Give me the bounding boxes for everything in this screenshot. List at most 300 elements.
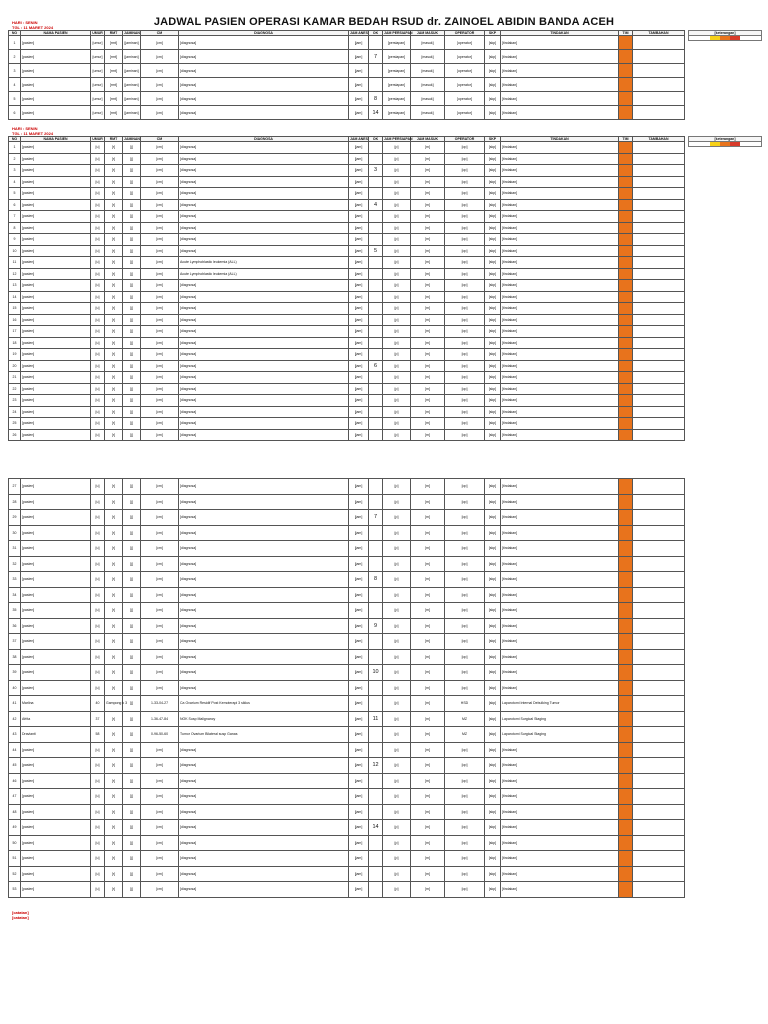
table-cell: [cm] (141, 665, 179, 681)
table-cell: [op] (445, 153, 485, 165)
table-cell: [r] (105, 211, 123, 223)
table-cell: [jaminan] (123, 50, 141, 64)
table-cell: [u] (91, 188, 105, 200)
table-cell: 5 (369, 245, 383, 257)
table-cell: [op] (445, 395, 485, 407)
table-cell: [r] (105, 291, 123, 303)
table-cell (369, 494, 383, 510)
table-cell: [tindakan] (501, 291, 619, 303)
table-cell: [rmt] (105, 92, 123, 106)
table-cell: [u] (91, 291, 105, 303)
table-row (9, 372, 685, 384)
table-cell: [p] (383, 572, 411, 588)
table-cell: [jam] (349, 383, 369, 395)
table-row (9, 50, 685, 64)
table-cell: Gampong k 3 (105, 696, 123, 712)
table-cell: [cm] (141, 429, 179, 441)
table-cell: Dravianti (21, 727, 91, 743)
team-cell (619, 406, 633, 418)
team-cell (619, 314, 633, 326)
table-cell: [m] (411, 696, 445, 712)
table-cell: [skp] (485, 649, 501, 665)
table-cell: [tindakan] (501, 280, 619, 292)
table-cell: [j] (123, 603, 141, 619)
extra-cell (633, 199, 685, 211)
column-header: JAM MASUK (411, 31, 445, 36)
table-cell: [pasien] (21, 188, 91, 200)
table-cell: [pasien] (21, 234, 91, 246)
team-cell (619, 665, 633, 681)
table-row (9, 78, 685, 92)
table-row (9, 696, 685, 712)
extra-cell (633, 835, 685, 851)
table-cell: [diagnosa] (179, 758, 349, 774)
table-cell: [p] (383, 153, 411, 165)
table-cell: [diagnosa] (179, 835, 349, 851)
table-cell: 25 (9, 418, 21, 430)
table-cell (369, 395, 383, 407)
table-cell (369, 326, 383, 338)
table-cell: 1-33-04-27 (141, 696, 179, 712)
table-cell: [r] (105, 711, 123, 727)
table-cell: [diagnosa] (179, 541, 349, 557)
table-cell: 33 (9, 572, 21, 588)
table-cell: [p] (383, 665, 411, 681)
table-cell: [diagnosa] (179, 303, 349, 315)
table-cell: [u] (91, 773, 105, 789)
table-cell: 29 (9, 510, 21, 526)
table-cell: [tindakan] (501, 525, 619, 541)
team-cell (619, 804, 633, 820)
table-cell: [tindakan] (501, 257, 619, 269)
table-cell: [j] (123, 510, 141, 526)
table-cell: [cm] (141, 188, 179, 200)
table-cell: [r] (105, 572, 123, 588)
team-cell (619, 153, 633, 165)
table-cell: 24 (9, 406, 21, 418)
table-cell: [jam] (349, 360, 369, 372)
table-cell: [r] (105, 494, 123, 510)
table-cell: 8 (369, 572, 383, 588)
extra-cell (633, 882, 685, 898)
table-cell: [u] (91, 372, 105, 384)
table-cell: [r] (105, 727, 123, 743)
table-cell: [m] (411, 314, 445, 326)
table-cell: [cm] (141, 820, 179, 836)
table-cell: [r] (105, 337, 123, 349)
column-header: CM (141, 31, 179, 36)
column-header: NO (9, 137, 21, 142)
table-cell: 4 (369, 199, 383, 211)
extra-cell (633, 78, 685, 92)
meta-line: HARI : SENIN (12, 20, 38, 25)
table-row (9, 234, 685, 246)
table-cell: [r] (105, 835, 123, 851)
table-cell: [m] (411, 773, 445, 789)
table-cell: [op] (445, 383, 485, 395)
team-cell (619, 556, 633, 572)
table-row (9, 245, 685, 257)
column-header: TIM (619, 137, 633, 142)
table-cell: [r] (105, 360, 123, 372)
table-cell: [skp] (485, 257, 501, 269)
table-cell: [cm] (141, 479, 179, 495)
table-cell: [cm] (141, 153, 179, 165)
table-cell: [tindakan] (501, 866, 619, 882)
table-cell: [jam] (349, 649, 369, 665)
table-cell (369, 349, 383, 361)
table-cell: 9 (369, 618, 383, 634)
table-cell: [m] (411, 418, 445, 430)
team-cell (619, 395, 633, 407)
table-cell: [op] (445, 603, 485, 619)
table-cell: [operator] (445, 64, 485, 78)
table-cell: [pasien] (21, 510, 91, 526)
extra-cell (633, 665, 685, 681)
table-cell: [p] (383, 429, 411, 441)
table-cell: [pasien] (21, 372, 91, 384)
table-cell: [pasien] (21, 680, 91, 696)
table-cell: [jam] (349, 742, 369, 758)
extra-cell (633, 804, 685, 820)
table-cell (369, 280, 383, 292)
table-cell: [cm] (141, 234, 179, 246)
table-cell: 50 (9, 835, 21, 851)
table-cell: [diagnosa] (179, 245, 349, 257)
table-cell: [tindakan] (501, 758, 619, 774)
extra-cell (633, 142, 685, 154)
team-cell (619, 820, 633, 836)
table-cell: [cm] (141, 882, 179, 898)
extra-cell (633, 820, 685, 836)
column-header: NAMA PASIEN (21, 31, 91, 36)
table-row (9, 142, 685, 154)
table-cell: [pasien] (21, 758, 91, 774)
table-cell: [m] (411, 835, 445, 851)
table-cell: [diagnosa] (179, 742, 349, 758)
table-cell: [u] (91, 268, 105, 280)
extra-cell (633, 222, 685, 234)
table-cell: [u] (91, 395, 105, 407)
table-cell (369, 142, 383, 154)
table-cell: [r] (105, 649, 123, 665)
extra-cell (633, 92, 685, 106)
table-cell: [skp] (485, 92, 501, 106)
side-table-1 (688, 30, 762, 41)
table-cell: [tindakan] (501, 268, 619, 280)
table-cell: [op] (445, 510, 485, 526)
table-cell: [u] (91, 510, 105, 526)
column-header: TINDAKAN (501, 31, 619, 36)
table-cell: [pasien] (21, 789, 91, 805)
table-row (9, 804, 685, 820)
table-cell: [jam] (349, 337, 369, 349)
table-cell: [u] (91, 303, 105, 315)
table-cell: [m] (411, 541, 445, 557)
table-cell: [j] (123, 649, 141, 665)
table-cell: [p] (383, 142, 411, 154)
team-cell (619, 234, 633, 246)
extra-cell (633, 337, 685, 349)
table-cell: [u] (91, 199, 105, 211)
table-cell: 6 (9, 106, 21, 120)
table-cell: [skp] (485, 234, 501, 246)
table-cell: [skp] (485, 680, 501, 696)
table-cell: [pasien] (21, 851, 91, 867)
table-cell: [jam] (349, 618, 369, 634)
team-cell (619, 92, 633, 106)
table-cell: [p] (383, 603, 411, 619)
team-cell (619, 64, 633, 78)
table-cell: [p] (383, 525, 411, 541)
table-cell: [skp] (485, 142, 501, 154)
table-cell: [pasien] (21, 349, 91, 361)
table-row (9, 383, 685, 395)
table-cell: [diagnosa] (179, 479, 349, 495)
table-cell: [skp] (485, 199, 501, 211)
team-cell (619, 165, 633, 177)
table-cell: 6 (9, 199, 21, 211)
extra-cell (633, 406, 685, 418)
table-cell: [r] (105, 866, 123, 882)
note-line: [catatan] (12, 915, 29, 920)
table-cell: 38 (9, 649, 21, 665)
table-cell: [u] (91, 479, 105, 495)
table-cell: [u] (91, 337, 105, 349)
table-cell: [m] (411, 176, 445, 188)
table-cell: [p] (383, 727, 411, 743)
table-cell: [op] (445, 680, 485, 696)
table-row (9, 634, 685, 650)
table-cell: [diagnosa] (179, 603, 349, 619)
table-cell: [op] (445, 280, 485, 292)
extra-cell (633, 541, 685, 557)
table-cell: [p] (383, 634, 411, 650)
table-cell: [tindakan] (501, 314, 619, 326)
team-cell (619, 142, 633, 154)
table-row (9, 153, 685, 165)
team-cell (619, 36, 633, 50)
table-cell: [diagnosa] (179, 222, 349, 234)
table-cell (369, 78, 383, 92)
column-header: OPERATOR (445, 31, 485, 36)
table-cell: [diagnosa] (179, 349, 349, 361)
table-cell: [cm] (141, 418, 179, 430)
table-cell: [cm] (141, 64, 179, 78)
table-cell: [skp] (485, 337, 501, 349)
table-cell: [r] (105, 789, 123, 805)
table-cell: [j] (123, 337, 141, 349)
table-cell: [u] (91, 360, 105, 372)
table-cell: [jam] (349, 727, 369, 743)
table-row (9, 820, 685, 836)
table-cell: [op] (445, 789, 485, 805)
table-cell: [u] (91, 634, 105, 650)
table-cell: [tindakan] (501, 804, 619, 820)
table-cell: [cm] (141, 165, 179, 177)
table-cell: [skp] (485, 835, 501, 851)
table-cell: [j] (123, 556, 141, 572)
side-header: [keterangan] (689, 31, 762, 36)
section1-meta (12, 20, 53, 30)
table-row (9, 188, 685, 200)
table-cell: [p] (383, 696, 411, 712)
table-cell: [jam] (349, 280, 369, 292)
table-cell: [j] (123, 727, 141, 743)
extra-cell (633, 360, 685, 372)
table-cell: [pasien] (21, 665, 91, 681)
extra-cell (633, 268, 685, 280)
table-cell: 14 (369, 106, 383, 120)
team-cell (619, 479, 633, 495)
table-cell: 14 (9, 291, 21, 303)
table-cell: [tindakan] (501, 603, 619, 619)
table-row (9, 866, 685, 882)
table-cell: [u] (91, 835, 105, 851)
table-row (9, 106, 685, 120)
table-cell: [cm] (141, 303, 179, 315)
extra-cell (633, 245, 685, 257)
table-cell: [m] (411, 211, 445, 223)
table-cell: 8 (9, 222, 21, 234)
table-cell: [u] (91, 541, 105, 557)
table-cell: [j] (123, 142, 141, 154)
table-cell: [jaminan] (123, 64, 141, 78)
table-cell: [skp] (485, 820, 501, 836)
schedule-table-2 (8, 136, 685, 441)
table-cell: [tindakan] (501, 680, 619, 696)
table-cell: [u] (91, 165, 105, 177)
table-cell: [operator] (445, 36, 485, 50)
table-row (9, 395, 685, 407)
table-cell: [jam] (349, 835, 369, 851)
table-cell: [pasien] (21, 78, 91, 92)
document-title: JADWAL PASIEN OPERASI KAMAR BEDAH RSUD dr. ZAINOEL ABIDIN BANDA ACEH (153, 16, 615, 28)
table-cell: [j] (123, 525, 141, 541)
section2-meta (12, 126, 53, 136)
table-cell (369, 882, 383, 898)
table-cell: [r] (105, 222, 123, 234)
table-cell: [skp] (485, 711, 501, 727)
table-cell: [r] (105, 153, 123, 165)
table-cell: [cm] (141, 649, 179, 665)
table-cell: [tindakan] (501, 211, 619, 223)
table-cell: [p] (383, 314, 411, 326)
table-cell: [r] (105, 804, 123, 820)
table-row (9, 222, 685, 234)
table-cell: [j] (123, 257, 141, 269)
table-cell: [operator] (445, 78, 485, 92)
table-cell: [jam] (349, 314, 369, 326)
extra-cell (633, 789, 685, 805)
table-cell (369, 479, 383, 495)
table-cell: [m] (411, 291, 445, 303)
table-row (9, 603, 685, 619)
table-cell: [m] (411, 587, 445, 603)
extra-cell (633, 326, 685, 338)
team-cell (619, 541, 633, 557)
table-cell: [j] (123, 395, 141, 407)
column-header: DIAGNOSA (179, 137, 349, 142)
extra-cell (633, 211, 685, 223)
table-cell: [m] (411, 525, 445, 541)
team-cell (619, 510, 633, 526)
table-cell: [cm] (141, 510, 179, 526)
table-cell: [cm] (141, 587, 179, 603)
table-cell: 4 (9, 176, 21, 188)
table-cell: [p] (383, 835, 411, 851)
table-cell: [pasien] (21, 804, 91, 820)
table-cell: [diagnosa] (179, 665, 349, 681)
table-cell: 13 (9, 280, 21, 292)
table-cell: [cm] (141, 280, 179, 292)
table-cell: [j] (123, 835, 141, 851)
table-row (9, 587, 685, 603)
table-cell: [cm] (141, 291, 179, 303)
table-row (9, 510, 685, 526)
table-cell: [tindakan] (501, 142, 619, 154)
table-cell: [cm] (141, 106, 179, 120)
table-cell: [jam] (349, 866, 369, 882)
table-cell: [p] (383, 383, 411, 395)
table-cell: [pasien] (21, 36, 91, 50)
table-row (9, 199, 685, 211)
table-cell: [pasien] (21, 835, 91, 851)
table-cell: [j] (123, 742, 141, 758)
table-cell: [r] (105, 234, 123, 246)
table-cell: 14 (369, 820, 383, 836)
table-cell: 37 (91, 711, 105, 727)
table-cell: [p] (383, 406, 411, 418)
table-cell: 7 (369, 510, 383, 526)
table-cell: [diagnosa] (179, 372, 349, 384)
table-cell: [r] (105, 618, 123, 634)
table-cell: [cm] (141, 222, 179, 234)
table-cell: [skp] (485, 245, 501, 257)
table-cell: [skp] (485, 696, 501, 712)
table-cell: [cm] (141, 758, 179, 774)
table-cell: 16 (9, 314, 21, 326)
table-cell: [p] (383, 804, 411, 820)
column-header: TINDAKAN (501, 137, 619, 142)
table-cell (369, 337, 383, 349)
table-cell: [u] (91, 314, 105, 326)
table-cell: [cm] (141, 556, 179, 572)
table-cell: [m] (411, 372, 445, 384)
table-cell: [skp] (485, 525, 501, 541)
table-cell: [tindakan] (501, 587, 619, 603)
table-cell: [tindakan] (501, 165, 619, 177)
table-cell: [m] (411, 618, 445, 634)
table-cell: [skp] (485, 395, 501, 407)
table-cell: [op] (445, 618, 485, 634)
table-cell: [diagnosa] (179, 106, 349, 120)
table-cell: 12 (9, 268, 21, 280)
table-cell: [operator] (445, 92, 485, 106)
table-cell: [r] (105, 556, 123, 572)
table-cell: [j] (123, 587, 141, 603)
table-cell: [r] (105, 165, 123, 177)
table-cell: [pasien] (21, 820, 91, 836)
team-cell (619, 303, 633, 315)
table-cell: [diagnosa] (179, 395, 349, 407)
team-cell (619, 245, 633, 257)
table-cell: [j] (123, 360, 141, 372)
table-cell: [j] (123, 882, 141, 898)
table-cell: [tindakan] (501, 773, 619, 789)
table-cell: [r] (105, 372, 123, 384)
extra-cell (633, 494, 685, 510)
